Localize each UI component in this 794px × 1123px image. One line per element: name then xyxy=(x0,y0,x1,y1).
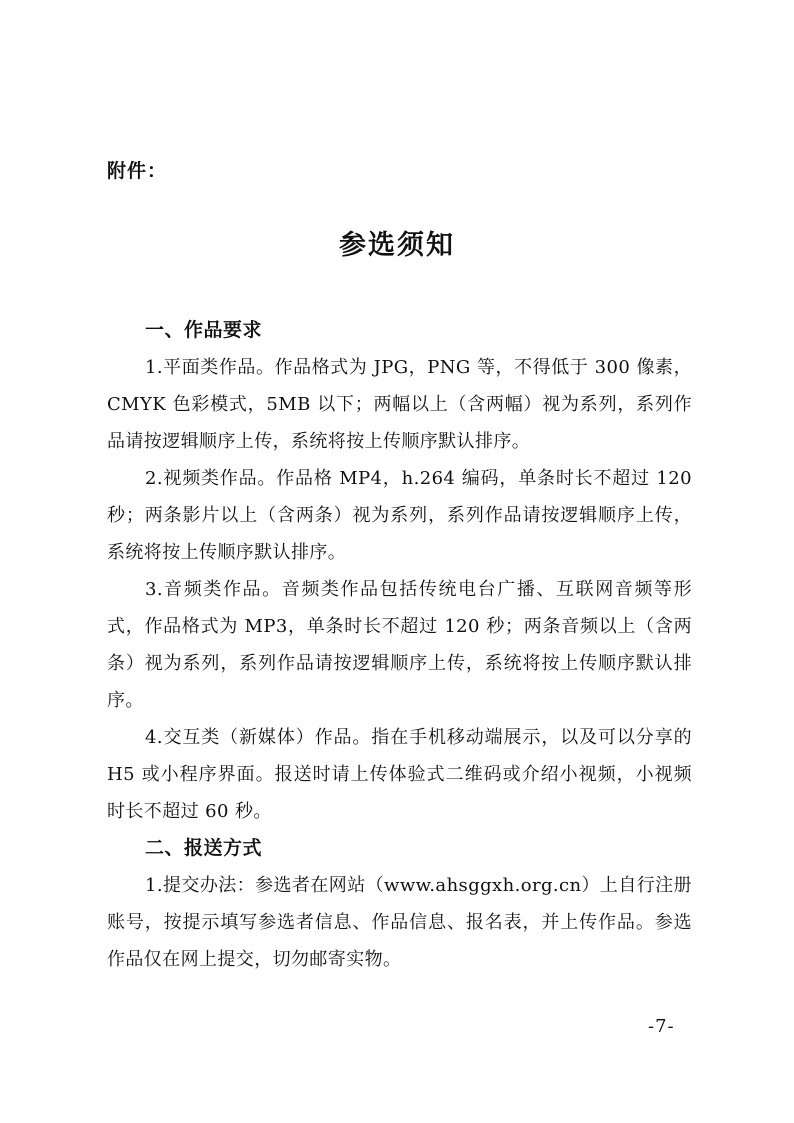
paragraph-video-works: 2.视频类作品。作品格 MP4，h.264 编码，单条时长不超过 120 秒；两条影片以上（含两条）视为系列，系列作品请按逻辑顺序上传，系统将按上传顺序默认排序。 xyxy=(107,468,692,563)
paragraph-interactive-works: 4.交互类（新媒体）作品。指在手机移动端展示，以及可以分享的 H5 或小程序界面。报送时请上传体验式二维码或介绍小视频，小视频时长不超过 60 秒。 xyxy=(107,727,692,822)
attachment-label: 附件： xyxy=(107,160,168,182)
page-number: -7- xyxy=(648,1016,675,1037)
paragraph-submission-method: 1.提交办法：参选者在网站（www.ahsggxh.org.cn）上自行注册账号，按提示填写参选者信息、作品信息、报名表，并上传作品。参选作品仅在网上提交，切勿邮寄实物。 xyxy=(107,875,692,970)
paragraph-audio-works: 3.音频类作品。音频类作品包括传统电台广播、互联网音频等形式，作品格式为 MP3，单条时长不超过 120 秒；两条音频以上（含两条）视为系列，系列作品请按逻辑顺序上传，系统将按上传顺序默认排序。 xyxy=(107,579,692,711)
section-heading-requirements: 一、作品要求 xyxy=(145,319,263,341)
section-heading-submission: 二、报送方式 xyxy=(145,837,263,859)
document-body xyxy=(107,312,692,978)
paragraph-graphic-works: 1.平面类作品。作品格式为 JPG，PNG 等，不得低于 300 像素，CMYK 色彩模式，5MB 以下；两幅以上（含两幅）视为系列，系列作品请按逻辑顺序上传，系统将按上传顺序默认排序。 xyxy=(107,357,692,452)
document-title: 参选须知 xyxy=(339,230,455,261)
